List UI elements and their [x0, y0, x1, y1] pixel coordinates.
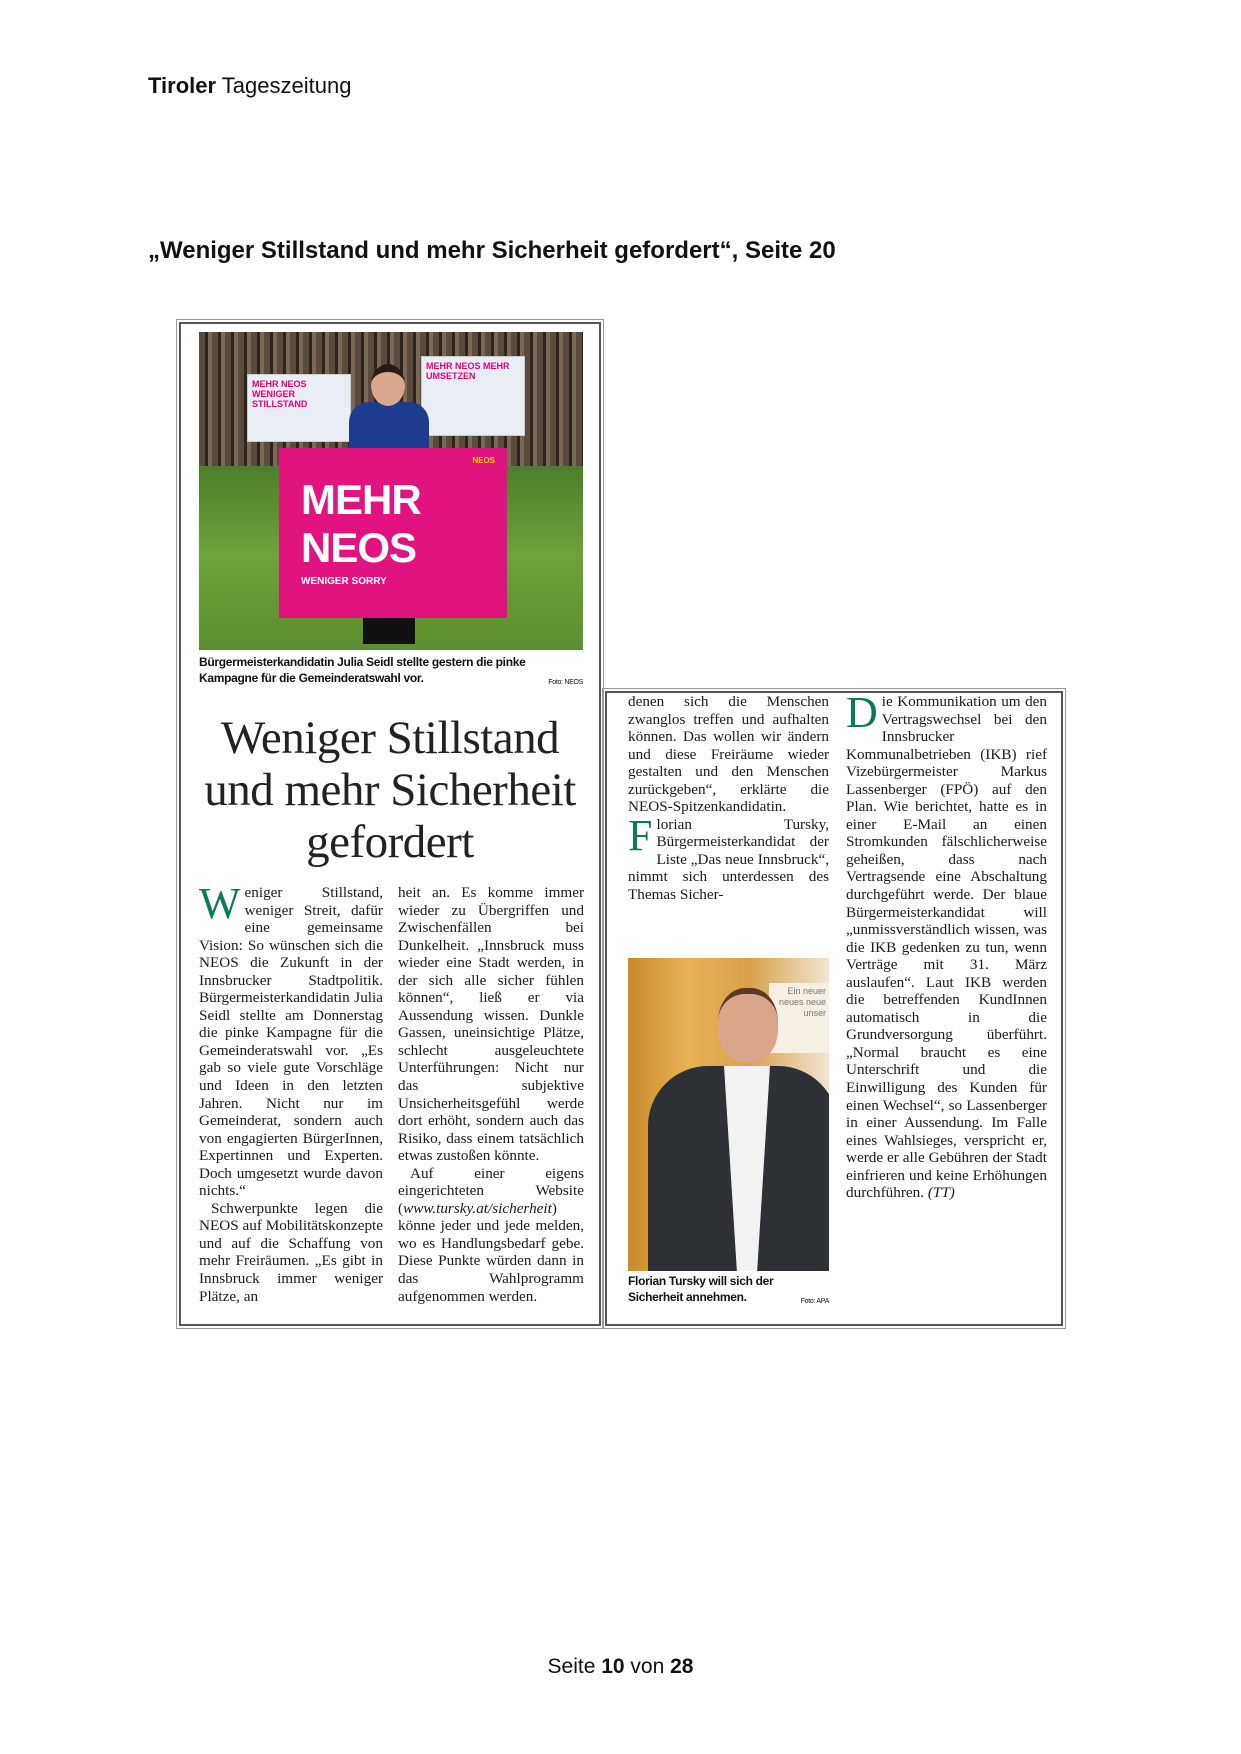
photo-credit: Foto: APA: [800, 1298, 829, 1305]
pink-campaign-sign: [279, 448, 507, 618]
sign-logo: NEOS: [472, 456, 495, 465]
article-column-1: [199, 884, 383, 1324]
total-pages: 28: [670, 1655, 694, 1678]
poster-left: MEHR NEOS WENIGER STILLSTAND: [247, 374, 351, 442]
paragraph: Schwerpunkte legen die NEOS auf Mobilitätskonzepte und auf die Schaffung von mehr Freiräumen. „Es gibt in Innsbruck immer weniger Plätze, an: [199, 1199, 383, 1305]
article-column-3: [628, 693, 829, 948]
paragraph: lorian Tursky, Bürgermeisterkandidat der Liste „Das neue Innsbruck“, nimmt sich unterdessen des Themas Sicher-: [628, 815, 829, 904]
paragraph: heit an. Es komme immer wieder zu Übergriffen und Zwischenfällen bei Dunkelheit. „Innsbruck muss wieder eine Stadt werden, in der sich alle sicher fühlen können“, ließ er via Aussendung wissen. Dunkle Gassen, uneinsichtige Plätze, schlecht ausgeleuchtete Unterführungen: Nicht nur das subjektive Unsicherheitsgefühl werde dort erhöht, sondern auch das Risiko, dass einem tatsächlich etwas zustoßen könnte.: [398, 884, 584, 1165]
publication-name-rest: Tageszeitung: [216, 73, 352, 98]
photo-caption: [628, 1273, 829, 1310]
wall-text: Ein neuer neues neue unser: [769, 983, 829, 1053]
caption-text: Florian Tursky will sich der Sicherheit annehmen.: [628, 1274, 774, 1304]
drop-cap: D: [846, 693, 878, 737]
sign-main-text: MEHR NEOS: [301, 476, 421, 571]
campaign-photo: [199, 332, 583, 650]
article-reference-title: „Weniger Stillstand und mehr Sicherheit gefordert“, Seite 20: [148, 237, 836, 264]
drop-cap: F: [628, 810, 653, 860]
clipping-right: [605, 691, 1063, 1326]
clipping-left: [179, 322, 601, 1326]
signoff: (TT): [927, 1184, 955, 1202]
publication-name-bold: Tiroler: [148, 73, 217, 98]
text: Auf einer eigens eingerichteten Website (: [398, 1164, 584, 1217]
paragraph: ie Kommunikation um den Vertragswechsel bei den Innsbrucker Kommunalbetrieben (IKB) rief Vizebürgermeister Markus Lassenberger (FPÖ) auf den Plan. Wie berichtet, hatte es in einer E-Mail an einen Stromkunden fälschlicherweise geheißen, dass nach Vertragsende eine Abschaltung durchgeführt werde. Der blaue Bürgermeisterkandidat will „unmissverständlich wissen, was die IKB gedenken zu tun, wenn Verträge mit 31. März auslaufen“. Laut IKB werden die betreffenden KundInnen automatisch in die Grundversorgung überführt. „Normal braucht es eine Unterschrift und die Einwilligung des Kunden für einen Wechsel“, so Lassenberger in einer Aussendung. Im Falle eines Wahlsieges, verspricht er, werde er alle Gebühren der Stadt einfrieren und keine Erhöhungen durchführen.: [846, 693, 1047, 1202]
text: ) könne jeder und jede melden, wo es Handlungsbedarf gebe. Diese Punkte würden dann in das Wahlprogramm aufgenommen werden.: [398, 1199, 584, 1305]
caption-text: Bürgermeisterkandidatin Julia Seidl stellte gestern die pinke Kampagne für die Gemeinderatswahl vor.: [199, 655, 526, 685]
paragraph: denen sich die Menschen zwanglos treffen und aufhalten können. Das wollen wir ändern und diese Freiräume wieder gestalten und den Menschen zurückgeben“, erklärte die NEOS-Spitzenkandidatin.: [628, 693, 829, 816]
photo-credit: Foto: NEOS: [548, 679, 583, 686]
drop-cap: W: [199, 884, 241, 928]
headline: Weniger Stillstand und mehr Sicherheit gefordert: [204, 712, 576, 868]
paragraph: eniger Stillstand, weniger Streit, dafür eine gemeinsame Vision: So wünschen sich die NEOS die Zukunft in der Innsbrucker Stadtpolitik. Bürgermeisterkandidatin Julia Seidl stellte am Donnerstag die pinke Kampagne für die Gemeinderatswahl vor. „Es gab so viele gute Vorschläge und Ideen in den letzten Jahren. Nicht nur im Gemeinderat, sondern auch von engagierten BürgerInnen, Expertinnen und Experten. Doch umgesetzt wurde davon nichts.“: [199, 884, 383, 1200]
photo-caption: [199, 654, 583, 691]
article-column-4: [846, 693, 1047, 1323]
footer-text: Seite: [547, 1655, 602, 1678]
publication-name: [148, 73, 351, 99]
article-column-2: [398, 884, 584, 1324]
current-page: 10: [601, 1655, 625, 1678]
paragraph: [398, 1165, 584, 1305]
poster-right: MEHR NEOS MEHR UMSETZEN: [421, 356, 525, 436]
page-footer: [0, 1655, 1241, 1679]
website-link[interactable]: www.tursky.at/sicherheit: [403, 1199, 552, 1217]
tursky-photo: [628, 958, 829, 1271]
sign-sub-text: WENIGER SORRY: [301, 576, 387, 587]
footer-text: von: [624, 1655, 671, 1678]
